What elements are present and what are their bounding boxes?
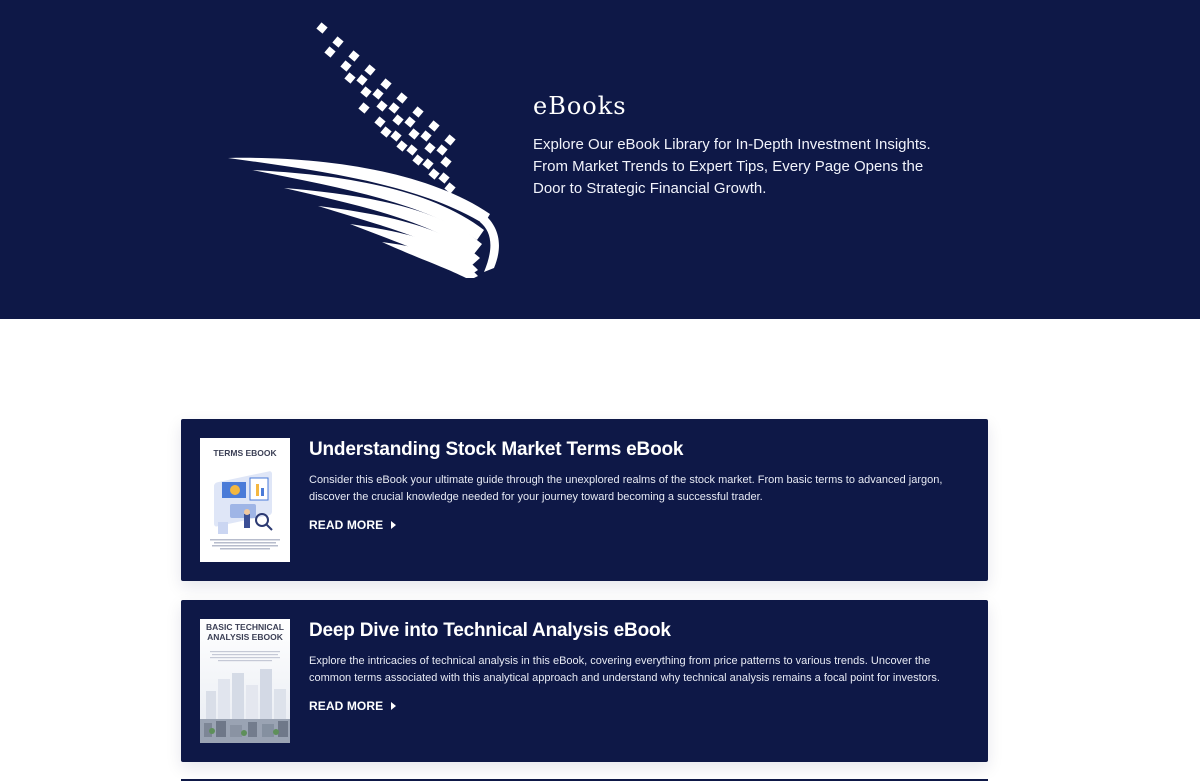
caret-right-icon xyxy=(391,702,396,710)
hero-text xyxy=(533,92,953,200)
ebook-title[interactable]: Deep Dive into Technical Analysis eBook xyxy=(309,620,671,641)
hero-description: Explore Our eBook Library for In-Depth Investment Insights. From Market Trends to Expert Tips, Every Page Opens the Door to Strategic Financial Growth. xyxy=(533,136,931,197)
ebook-cover-caption: BASIC TECHNICAL ANALYSIS EBOOK xyxy=(206,622,284,642)
ebook-cover-image[interactable] xyxy=(200,619,290,743)
ebook-card xyxy=(181,600,988,762)
ebook-card-body xyxy=(309,620,974,715)
read-more-label: READ MORE xyxy=(309,518,384,532)
caret-right-icon xyxy=(391,521,396,529)
eagle-wing-icon xyxy=(222,18,512,278)
hero-banner xyxy=(0,0,1200,319)
read-more-button[interactable] xyxy=(309,699,396,713)
ebook-card-body xyxy=(309,439,974,534)
ebook-list xyxy=(181,419,988,781)
page-title: eBooks xyxy=(533,92,627,120)
ebook-cover-image[interactable] xyxy=(200,438,290,562)
ebook-description: Explore the intricacies of technical analysis in this eBook, covering everything from price patterns to various trends. Uncover the common terms associated with this analytical approach and understand why technical analysis remains a focal point for investors. xyxy=(309,655,940,684)
ebook-cover-caption: TERMS EBOOK xyxy=(213,448,277,458)
ebook-card xyxy=(181,419,988,581)
read-more-label: READ MORE xyxy=(309,699,384,713)
ebook-description: Consider this eBook your ultimate guide through the unexplored realms of the stock market. From basic terms to advanced jargon, discover the crucial knowledge needed for your journey toward becoming a successful trader. xyxy=(309,474,943,503)
ebook-title[interactable]: Understanding Stock Market Terms eBook xyxy=(309,439,684,460)
read-more-button[interactable] xyxy=(309,518,396,532)
